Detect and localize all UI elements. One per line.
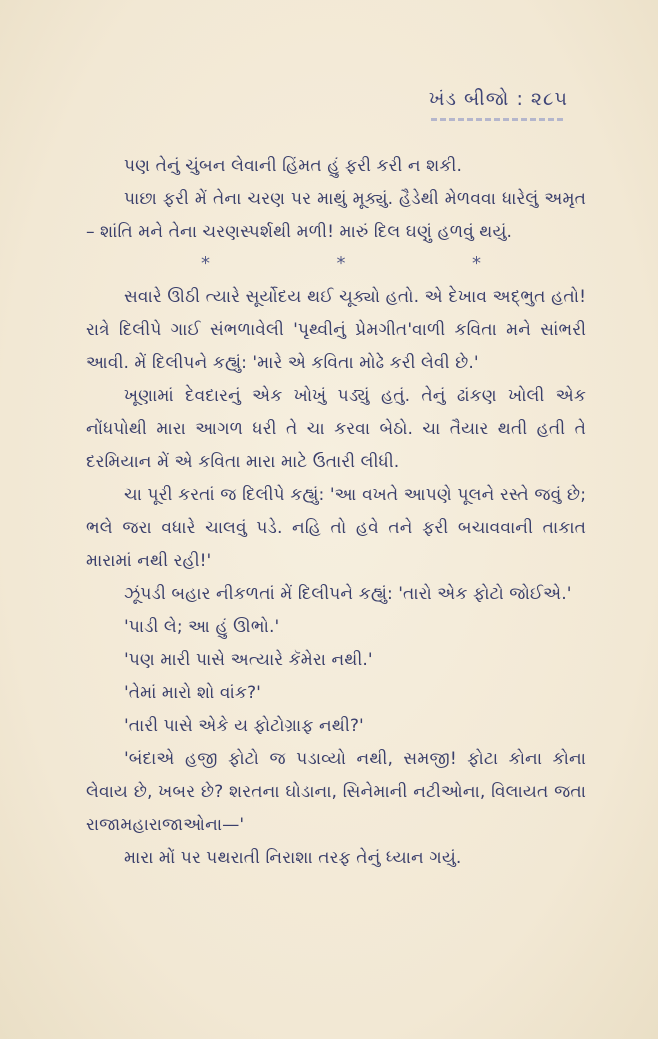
separator-star: * — [472, 253, 481, 274]
body-text — [86, 150, 586, 875]
dialogue-line: 'પણ મારી પાસે અત્યારે કૅમેરા નથી.' — [124, 650, 373, 670]
section-separator — [201, 251, 481, 277]
paragraph: સવારે ઊઠી ત્યારે સૂર્યોદય થઈ ચૂક્યો હતો. એ દેખાવ અદ્‌ભુત હતો! રાત્રે દિલીપે ગાઈ સંભળાવેલી 'પૃથ્વીનું પ્રેમગીત'વાળી કવિતા મને સાંભરી આવી. મેં દિલીપને કહ્યું: 'મારે એ કવિતા મોઢે કરી લેવી છે.' — [86, 287, 586, 373]
paragraph: મારા મોં પર પથરાતી નિરાશા તરફ તેનું ધ્યાન ગયું. — [124, 848, 462, 868]
running-head-underline — [431, 118, 566, 121]
separator-star: * — [201, 253, 210, 274]
paragraph: પણ તેનું ચુંબન લેવાની હિંમત હું ફરી કરી ન શકી. — [124, 156, 462, 176]
paragraph: ખૂણામાં દેવદારનું એક ખોખું પડ્યું હતું. તેનું ઢાંકણ ખોલી એક નોંધપોથી મારા આગળ ધરી તે ચા કરવા બેઠો. ચા તૈયાર થતી હતી તે દરમિયાન મેં એ કવિતા મારા માટે ઉતારી લીધી. — [86, 386, 586, 472]
paragraph: ઝૂંપડી બહાર નીકળતાં મેં દિલીપને કહ્યું: 'તારો એક ફોટો જોઈએ.' — [124, 584, 572, 604]
separator-star: * — [336, 253, 346, 274]
paragraph: ચા પૂરી કરતાં જ દિલીપે કહ્યું: 'આ વખતે આપણે પૂલને રસ્તે જવું છે; ભલે જરા વધારે ચાલવું પડે. નહિ તો હવે તને ફરી બચાવવાની તાકાત મારામાં નથી રહી!' — [86, 485, 586, 571]
dialogue-line: 'તેમાં મારો શો વાંક?' — [124, 683, 261, 703]
running-head: ખંડ બીજો : ૨૮૫ — [428, 88, 568, 110]
dialogue-line: 'પાડી લે; આ હું ઊભો.' — [124, 617, 280, 637]
paragraph: પાછા ફરી મેં તેના ચરણ પર માથું મૂક્યું. હૈડેથી મેળવવા ધારેલું અમૃત – શાંતિ મને તેના ચરણસ્પર્શથી મળી! મારું દિલ ઘણું હળવું થયું. — [86, 189, 586, 242]
paragraph: 'બંદાએ હજી ફોટો જ પડાવ્યો નથી, સમજી! ફોટા કોના કોના લેવાય છે, ખબર છે? શરતના ઘોડાના, સિનેમાની નટીઓના, વિલાયત જતા રાજામહારાજાઓના—' — [86, 749, 586, 835]
dialogue-line: 'તારી પાસે એકે ય ફોટોગ્રાફ નથી?' — [124, 716, 364, 736]
